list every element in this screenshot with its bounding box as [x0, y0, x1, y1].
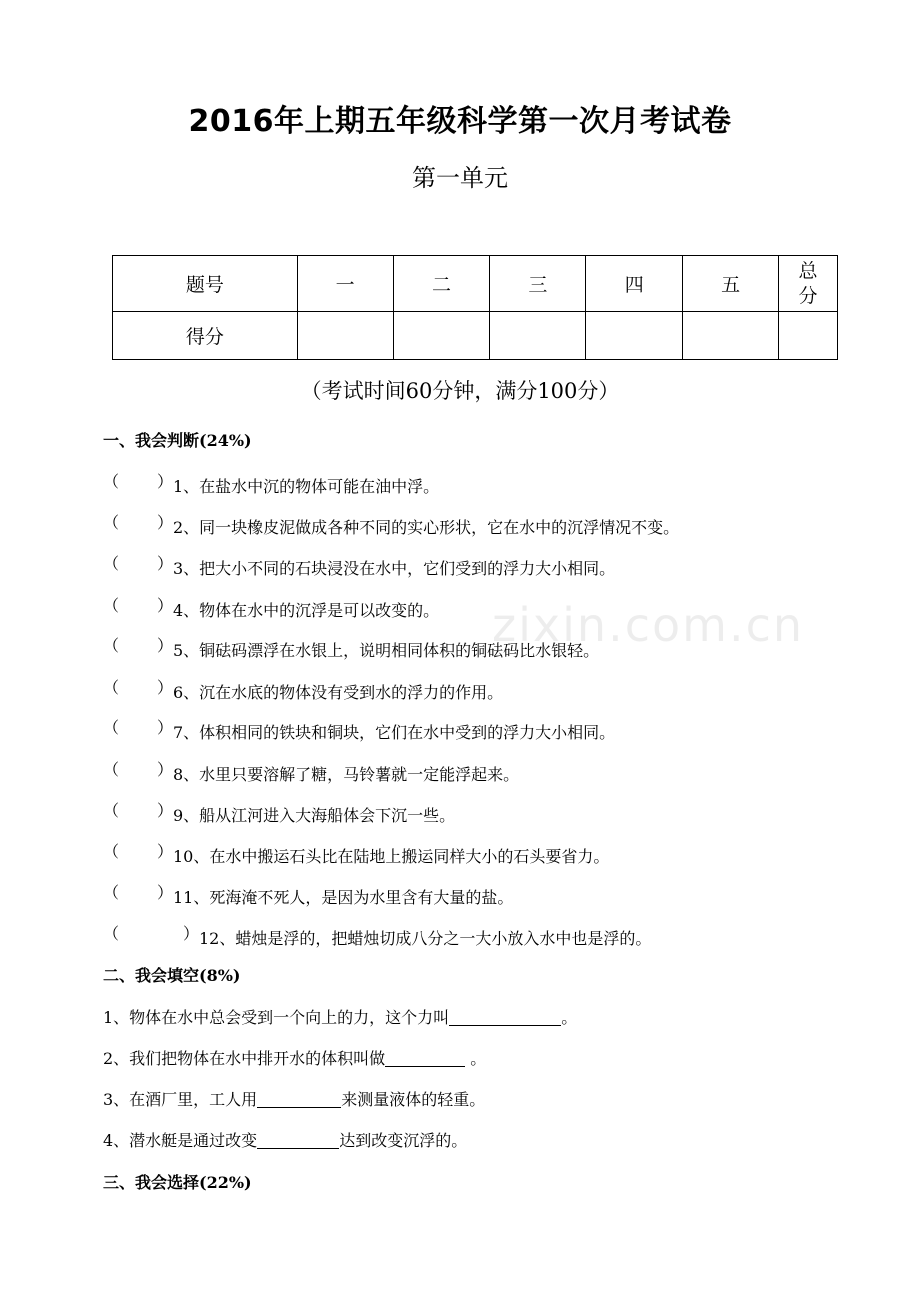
total-top-char: 总: [798, 259, 818, 282]
score-header-cell: 五: [683, 256, 779, 312]
answer-blank[interactable]: [257, 1091, 341, 1108]
paren-close: ）: [156, 554, 173, 573]
judge-item: [103, 715, 615, 743]
answer-paren: [103, 593, 173, 616]
score-cell: [393, 312, 490, 360]
paren-close: ）: [156, 636, 173, 655]
answer-paren: [103, 921, 199, 944]
score-header-total: [779, 256, 838, 312]
score-table-header-row: [113, 256, 838, 312]
judge-item-text: 10、在水中搬运石头比在陆地上搬运同样大小的石头要省力。: [173, 847, 610, 866]
judge-item: [103, 593, 439, 621]
exam-subtitle: 第一单元: [412, 164, 508, 192]
judge-item: [103, 839, 609, 867]
fill-item: [103, 1046, 486, 1069]
score-cell: [297, 312, 393, 360]
judge-item: [103, 469, 439, 497]
fill-item-text: 1、物体在水中总会受到一个向上的力，这个力叫: [103, 1008, 450, 1027]
paren-open: （: [103, 801, 120, 820]
judge-item-text: 7、体积相同的铁块和铜块，它们在水中受到的浮力大小相同。: [173, 723, 616, 742]
paren-close: ）: [156, 760, 173, 779]
paren-open: （: [103, 718, 120, 737]
section-2-heading: 二、我会填空(8%): [103, 966, 241, 985]
score-row-label: 得分: [113, 312, 298, 360]
score-table: [112, 255, 838, 360]
paren-close: ）: [156, 596, 173, 615]
answer-paren: [103, 510, 173, 533]
paren-open: （: [103, 513, 120, 532]
paren-close: ）: [156, 678, 173, 697]
score-cell: [683, 312, 779, 360]
paren-open: （: [103, 760, 120, 779]
watermark: zixin.com.cn: [492, 598, 805, 652]
exam-note: （考试时间60分钟，满分100分）: [300, 379, 620, 403]
fill-item-text: 4、潜水艇是通过改变: [103, 1131, 258, 1150]
paren-close: ）: [156, 883, 173, 902]
answer-paren: [103, 551, 173, 574]
paren-close: ）: [156, 801, 173, 820]
score-header-cell: 四: [586, 256, 683, 312]
score-table-score-row: [113, 312, 838, 360]
paren-close: ）: [156, 718, 173, 737]
paren-close: ）: [182, 924, 199, 943]
judge-item-text: 2、同一块橡皮泥做成各种不同的实心形状，它在水中的沉浮情况不变。: [173, 518, 680, 537]
fill-item-suffix: 达到改变沉浮的。: [339, 1131, 468, 1150]
judge-item: [103, 798, 455, 826]
judge-item: [103, 921, 651, 949]
score-cell: [779, 312, 838, 360]
judge-item-text: 8、水里只要溶解了糖，马铃薯就一定能浮起来。: [173, 765, 520, 784]
score-header-cell: 题号: [113, 256, 298, 312]
fill-item: [103, 1128, 467, 1151]
paren-open: （: [103, 554, 120, 573]
answer-paren: [103, 757, 173, 780]
answer-blank[interactable]: [257, 1132, 339, 1149]
paren-open: （: [103, 596, 120, 615]
judge-item-text: 9、船从江河进入大海船体会下沉一些。: [173, 806, 456, 825]
fill-item-suffix: 。: [465, 1049, 487, 1068]
judge-item: [103, 675, 503, 703]
answer-paren: [103, 469, 173, 492]
paren-close: ）: [156, 472, 173, 491]
judge-item-text: 1、在盐水中沉的物体可能在油中浮。: [173, 477, 440, 496]
judge-item: [103, 510, 679, 538]
answer-paren: [103, 715, 173, 738]
judge-item-text: 12、蜡烛是浮的，把蜡烛切成八分之一大小放入水中也是浮的。: [199, 929, 652, 948]
answer-blank[interactable]: [449, 1009, 561, 1026]
answer-paren: [103, 839, 173, 862]
fill-item-suffix: 来测量液体的轻重。: [341, 1090, 486, 1109]
paren-open: （: [103, 883, 120, 902]
score-header-cell: 三: [490, 256, 586, 312]
answer-paren: [103, 798, 173, 821]
answer-paren: [103, 675, 173, 698]
section-1-heading: 一、我会判断(24%): [103, 431, 252, 450]
exam-title: 2016年上期五年级科学第一次月考试卷: [188, 104, 732, 139]
judge-item-text: 5、铜砝码漂浮在水银上，说明相同体积的铜砝码比水银轻。: [173, 641, 600, 660]
score-header-cell: 一: [297, 256, 393, 312]
section-3-heading: 三、我会选择(22%): [103, 1173, 252, 1192]
paren-open: （: [103, 636, 120, 655]
fill-item: [103, 1005, 577, 1028]
fill-item: [103, 1087, 485, 1110]
judge-item: [103, 757, 519, 785]
score-cell: [490, 312, 586, 360]
fill-item-text: 2、我们把物体在水中排开水的体积叫做: [103, 1049, 386, 1068]
score-cell: [586, 312, 683, 360]
paren-open: （: [103, 924, 120, 943]
paren-close: ）: [156, 513, 173, 532]
paren-close: ）: [156, 842, 173, 861]
paren-open: （: [103, 678, 120, 697]
total-bottom-char: 分: [798, 284, 818, 307]
paren-open: （: [103, 472, 120, 491]
judge-item: [103, 880, 513, 908]
fill-item-text: 3、在酒厂里，工人用: [103, 1090, 258, 1109]
answer-blank[interactable]: [385, 1050, 465, 1067]
judge-item-text: 3、把大小不同的石块浸没在水中，它们受到的浮力大小相同。: [173, 559, 616, 578]
judge-item: [103, 551, 615, 579]
fill-item-suffix: 。: [561, 1008, 578, 1027]
paren-open: （: [103, 842, 120, 861]
judge-item-text: 11、死海淹不死人，是因为水里含有大量的盐。: [173, 888, 514, 907]
score-header-cell: 二: [393, 256, 490, 312]
judge-item-text: 6、沉在水底的物体没有受到水的浮力的作用。: [173, 683, 504, 702]
answer-paren: [103, 880, 173, 903]
judge-item-text: 4、物体在水中的沉浮是可以改变的。: [173, 601, 440, 620]
answer-paren: [103, 633, 173, 656]
